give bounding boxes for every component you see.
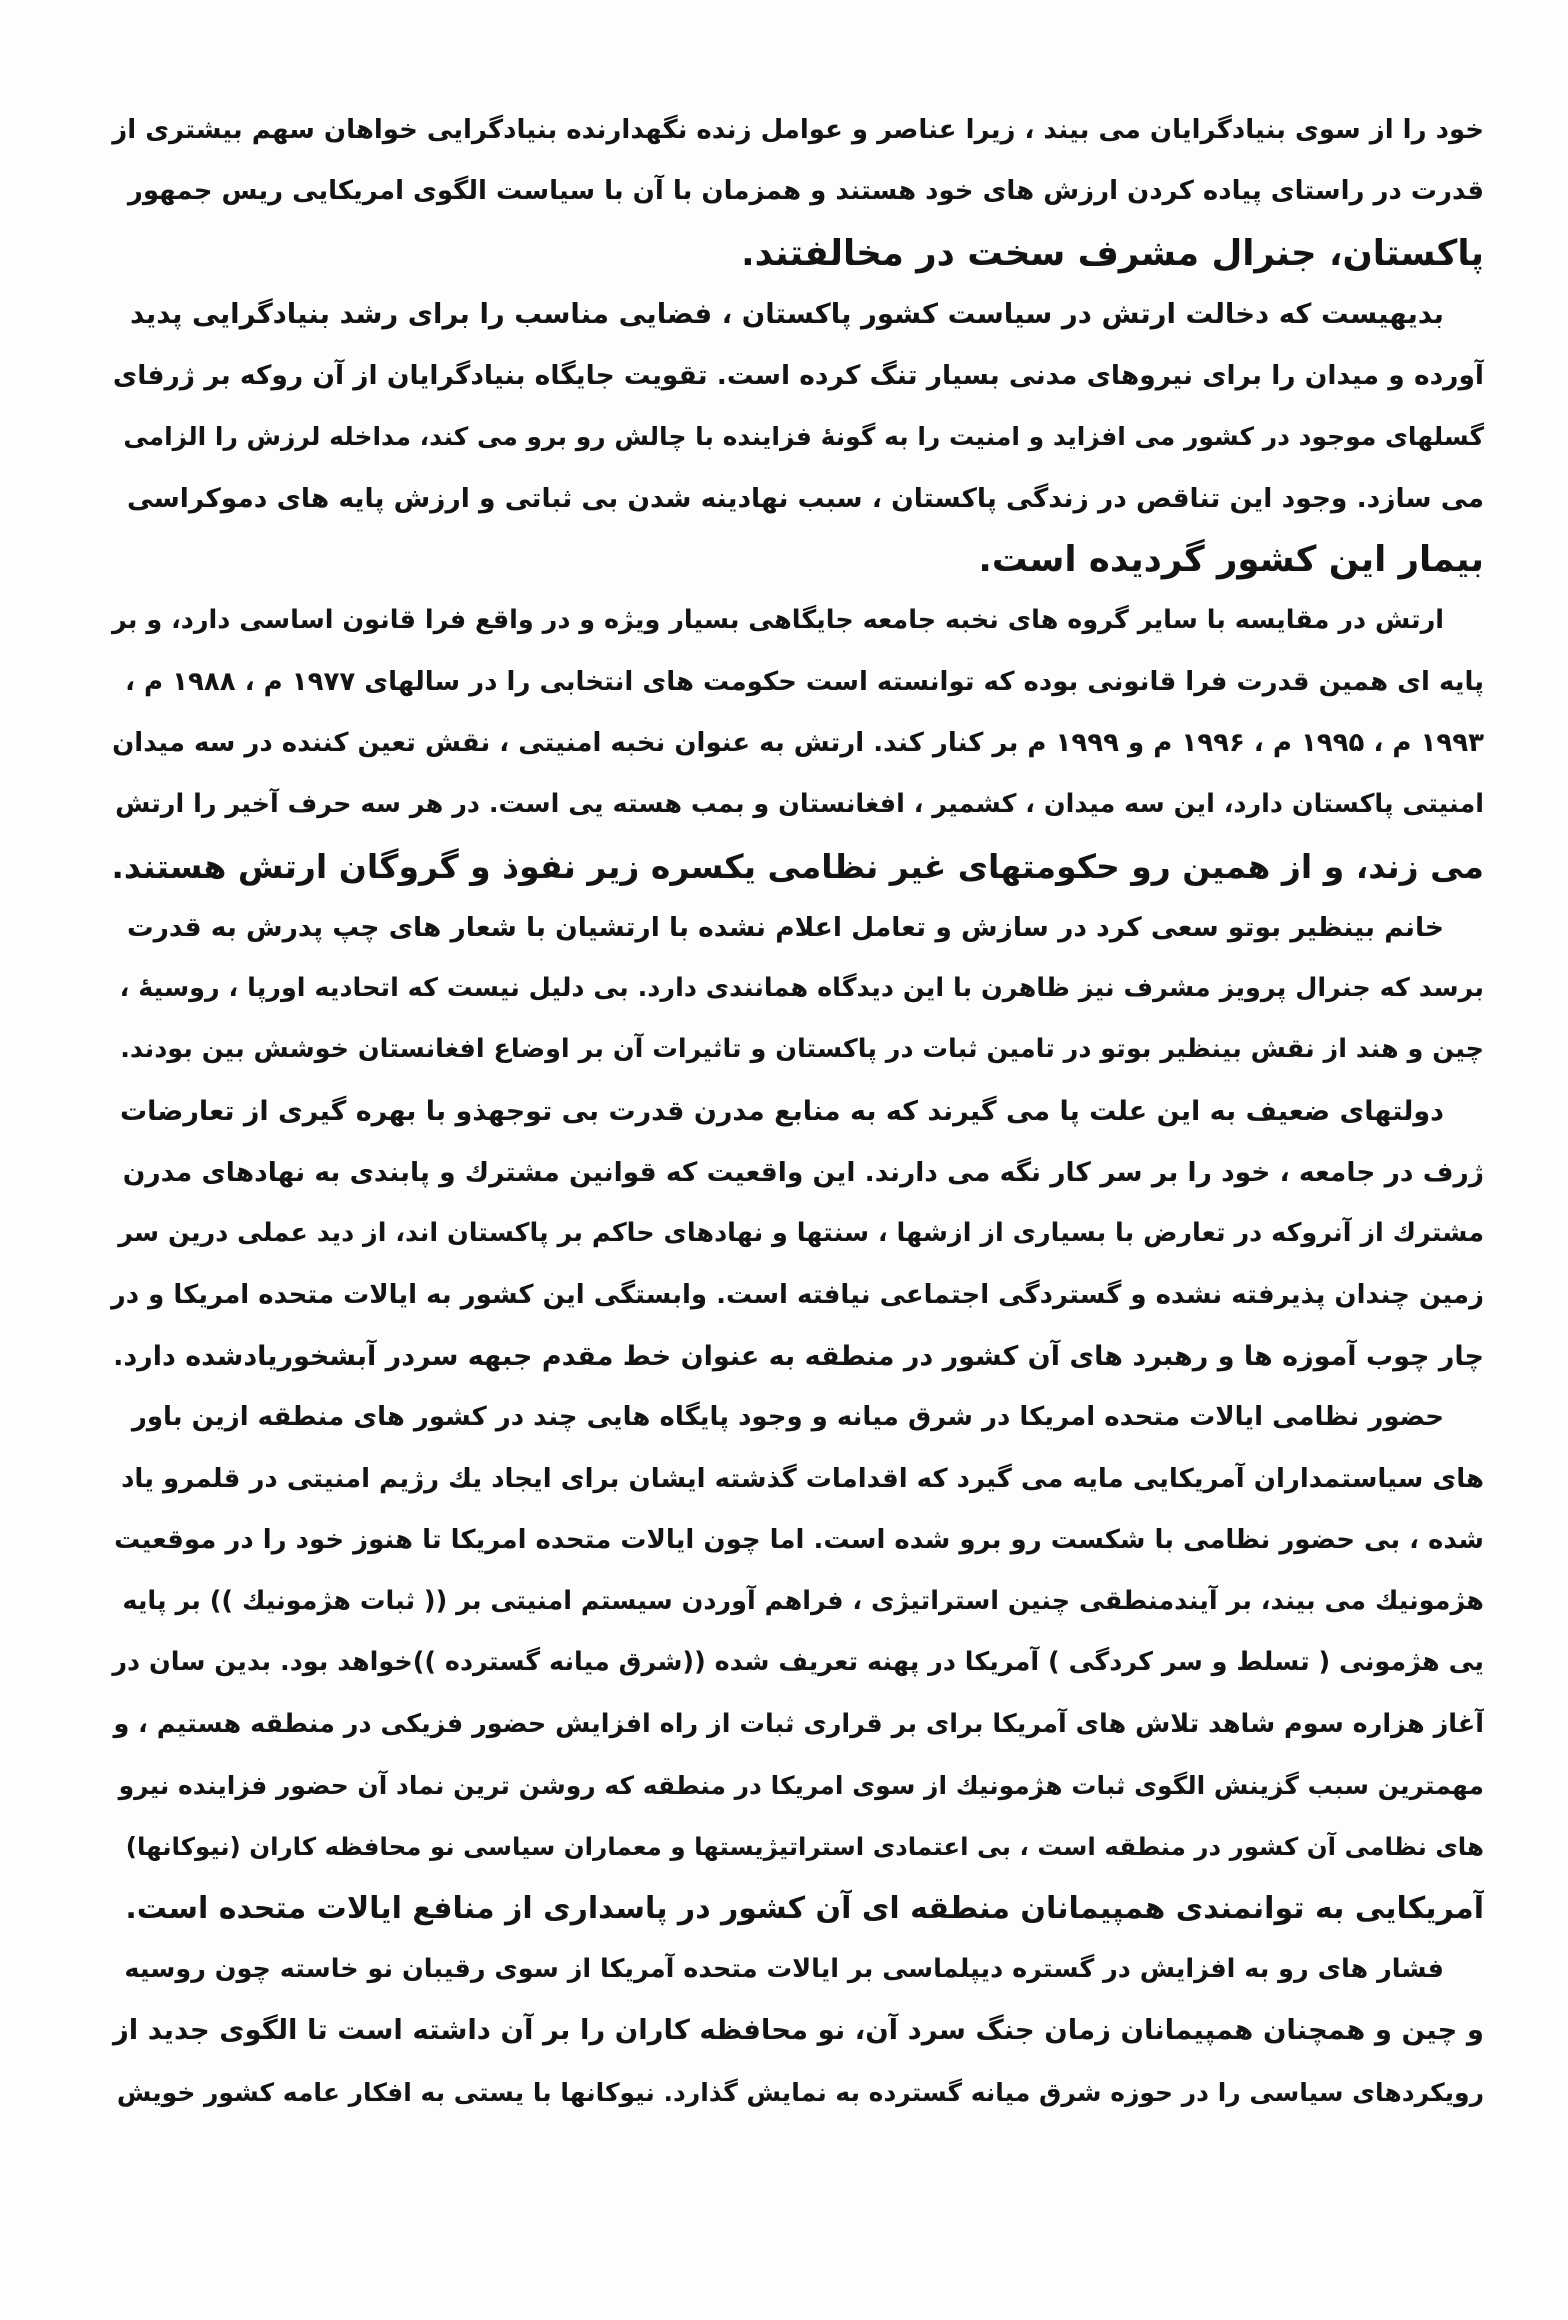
text-line: می زند، و از همین رو حکومتهای غیر نظامی یکسره زیر نفوذ و گروگان ارتش هستند. bbox=[111, 846, 1484, 886]
paragraph bbox=[110, 1387, 1484, 1939]
text-line: پایه ای همین قدرت فرا قانونی بوده که توانسته است حکومت های انتخابی را در سالهای ۱۹۷۷ م ، ۱۹۸۸ م ، bbox=[125, 666, 1484, 697]
paragraph bbox=[110, 590, 1484, 896]
text-line: و چین و همچنان همپیمانان زمان جنگ سرد آن، نو محافظه کاران را بر آن داشته است تا الگوی جدید از bbox=[112, 2014, 1484, 2047]
text-line: خود را از سوی بنیادگرایان می بیند ، زیرا عناصر و عوامل زنده نگهدارنده بنیادگرایی خواهان سهم بیشتری از bbox=[112, 115, 1484, 145]
text-line: آورده و میدان را برای نیروهای مدنی بسیار تنگ کرده است. تقویت جایگاه بنیادگرایان از آن روکه بر ژرفای bbox=[112, 360, 1484, 392]
text-line: ارتش در مقایسه با سایر گروه های نخبه جامعه جایگاهی بسیار ویژه و در واقع فرا قانون اساسی دارد، و بر bbox=[112, 605, 1444, 636]
text-line: ۱۹۹۳ م ، ۱۹۹۵ م ، ۱۹۹۶ م و ۱۹۹۹ م بر کنار کند. ارتش به عنوان نخبه امنیتی ، نقش تعین کننده در سه میدان bbox=[112, 727, 1484, 758]
text-line: زمین چندان پذیرفته نشده و گستردگی اجتماعی نیافته است. وابستگی این کشور به ایالات متحده امریکا و در bbox=[110, 1279, 1484, 1310]
paragraph bbox=[110, 284, 1484, 590]
text-line: گسلهای موجود در کشور می افزاید و امنیت را به گونۀ فزاینده با چالش رو برو می کند، مداخله لرزش را الزامی bbox=[123, 422, 1484, 452]
text-line: شده ، بی حضور نظامی با شکست رو برو شده است. اما چون ایالات متحده امریکا تا هنوز خود را در موقعیت bbox=[114, 1524, 1484, 1555]
paragraph bbox=[110, 1081, 1484, 1387]
text-line: مشترك از آنروکه در تعارض با بسیاری از ازشها ، سنتها و نهادهای حاکم بر پاکستان اند، از دید عملی درین سر bbox=[118, 1218, 1484, 1249]
text-line: چار چوب آموزه ها و رهبرد های آن کشور در منطقه به عنوان خط مقدم جبهه سردر آبشخوریادشده دارد. bbox=[113, 1340, 1484, 1372]
text-line: رویکردهای سیاسی را در حوزه شرق میانه گسترده به نمایش گذارد. نیوکانها با یستی به افکار عامه کشور خویش bbox=[116, 2077, 1484, 2107]
text-line: مهمترین سبب گزینش الگوی ثبات هژمونیك از سوی امریکا در منطقه که روشن ترین نماد آن حضور فزاینده نیرو bbox=[118, 1771, 1484, 1801]
text-line: حضور نظامی ایالات متحده امریکا در شرق میانه و وجود پایگاه هایی چند در کشور های منطقه ازین باور bbox=[131, 1402, 1444, 1433]
text-line: های نظامی آن کشور در منطقه است ، بی اعتمادی استراتیژیستها و معماران سیاسی نو محافظه کاران (نیوکانها) bbox=[125, 1832, 1484, 1862]
text-line: چین و هند از نقش بینظیر بوتو در تامین ثبات در پاکستان و تاثیرات آن بر اوضاع افغانستان خوشش بین بودند. bbox=[120, 1034, 1484, 1065]
text-line: های سیاستمداران آمریکایی مایه می گیرد که اقدامات گذشته ایشان برای ایجاد یك رژیم امنیتی در قلمرو یاد bbox=[121, 1463, 1484, 1494]
text-line: یی هژمونی ( تسلط و سر کردگی ) آمریکا در پهنه تعریف شده ((شرق میانه گسترده ))خواهد بود. بدین سان در bbox=[112, 1647, 1484, 1678]
text-line: می سازد. وجود این تناقص در زندگی پاکستان ، سبب نهادینه شدن بی ثباتی و ارزش پایه های دموکراسی bbox=[126, 482, 1484, 514]
text-line: بیمار این کشور گردیده است. bbox=[978, 539, 1484, 581]
text-line: بدیهیست که دخالت ارتش در سیاست کشور پاکستان ، فضایی مناسب را برای رشد بنیادگرایی پدید bbox=[130, 297, 1444, 330]
text-line: برسد که جنرال پرویز مشرف نیز ظاهرن با این دیدگاه همانندی دارد. بی دلیل نیست که اتحادیه اورپا ، روسیهٔ ، bbox=[119, 973, 1484, 1004]
text-line: قدرت در راستای پیاده کردن ارزش های خود هستند و همزمان با آن با سیاست الگوی امریکایی ریس جمهور bbox=[127, 176, 1484, 207]
paragraph bbox=[110, 100, 1484, 284]
text-line: امنیتی پاکستان دارد، این سه میدان ، کشمیر ، افغانستان و بمب هسته یی است. در هر سه حرف آخیر را ارتش bbox=[115, 789, 1484, 820]
text-line: پاکستان، جنرال مشرف سخت در مخالفتند. bbox=[741, 232, 1484, 274]
paragraph bbox=[110, 1939, 1484, 2123]
text-line: ژرف در جامعه ، خود را بر سر کار نگه می دارند. این واقعیت که قوانین مشترك و پابندی به نهادهای مدرن bbox=[122, 1157, 1484, 1189]
text-line: هژمونیك می بیند، بر آیندمنطقی چنین استراتیژی ، فراهم آوردن سیستم امنیتی بر (( ثبات هژمونیك )) بر پایه bbox=[122, 1586, 1484, 1617]
text-line: فشار های رو به افزایش در گستره دیپلماسی بر ایالات متحده آمریکا از سوی رقیبان نو خاسته چون روسیه bbox=[124, 1953, 1444, 1984]
text-line: آمریکایی به توانمندی همپیمانان منطقه ای آن کشور در پاسداری از منافع ایالات متحده است. bbox=[125, 1890, 1484, 1926]
paragraph bbox=[110, 897, 1484, 1081]
text-line: آغاز هزاره سوم شاهد تلاش های آمریکا برای بر قراری ثبات از راه افزایش حضور فزیکی در منطقه هستیم ، و bbox=[113, 1708, 1484, 1739]
text-line: خانم بینظیر بوتو سعی کرد در سازش و تعامل اعلام نشده با ارتشیان با شعار های چپ پدرش به قدرت bbox=[127, 911, 1444, 943]
text-line: دولتهای ضعیف به این علت پا می گیرند که به منابع مدرن قدرت بی توجهذو با بهره گیری از تعارضات bbox=[120, 1095, 1444, 1127]
body-text bbox=[110, 100, 1484, 2123]
